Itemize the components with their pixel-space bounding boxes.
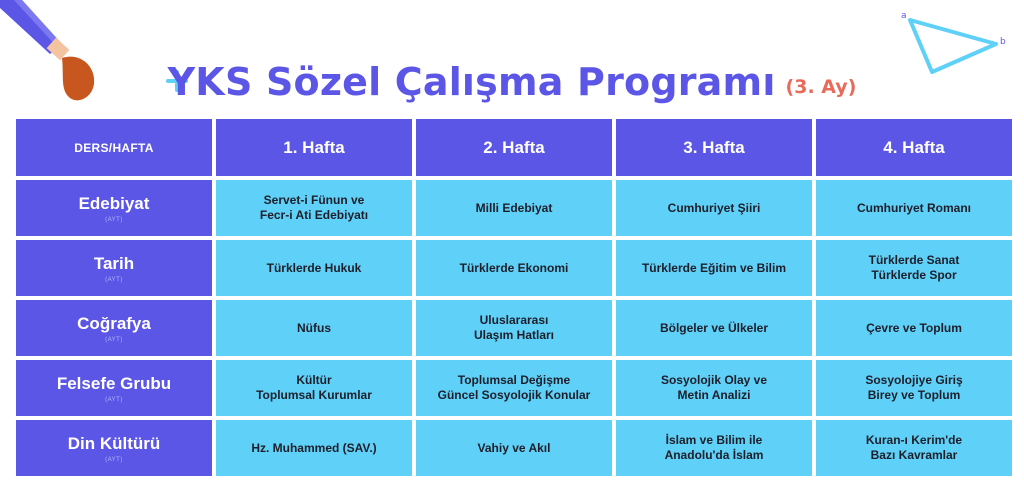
topic-text: Sosyolojik Olay ve bbox=[660, 373, 768, 387]
topic-text: Uluslararası bbox=[479, 313, 549, 327]
header-cell-week-1: 1. Hafta bbox=[216, 119, 412, 176]
topic-text: Milli Edebiyat bbox=[475, 200, 553, 215]
topic-text: Anadolu'da İslam bbox=[664, 448, 764, 462]
header-cell-week-2: 2. Hafta bbox=[416, 119, 612, 176]
topic-cell bbox=[816, 360, 1012, 416]
topic-text: Vahiy ve Akıl bbox=[477, 440, 551, 455]
subject-cell bbox=[16, 240, 212, 296]
page-title: YKS Sözel Çalışma Programı bbox=[167, 60, 776, 104]
topic-text: Servet-i Fünun ve bbox=[263, 193, 365, 207]
topic-text: Güncel Sosyolojik Konular bbox=[437, 388, 591, 402]
subject-name: Tarih bbox=[93, 253, 135, 273]
topic-text: Metin Analizi bbox=[677, 388, 751, 402]
subject-name: Din Kültürü bbox=[67, 433, 161, 453]
topic-cell bbox=[816, 180, 1012, 236]
topic-cell bbox=[616, 420, 812, 476]
topic-text: Çevre ve Toplum bbox=[866, 320, 962, 335]
topic-text: Ulaşım Hatları bbox=[473, 328, 555, 342]
topic-cell bbox=[816, 240, 1012, 296]
topic-text: Toplumsal Değişme bbox=[457, 373, 571, 387]
subject-cell bbox=[16, 300, 212, 356]
subject-cell bbox=[16, 420, 212, 476]
topic-cell bbox=[616, 180, 812, 236]
triangle-label-b: b bbox=[1000, 37, 1006, 47]
subject-tag: (AYT) bbox=[105, 456, 123, 463]
subject-tag: (AYT) bbox=[105, 216, 123, 223]
topic-text: Kuran-ı Kerim'de bbox=[865, 433, 963, 447]
topic-cell bbox=[816, 420, 1012, 476]
topic-cell bbox=[416, 300, 612, 356]
header-cell-week-4: 4. Hafta bbox=[816, 119, 1012, 176]
topic-cell bbox=[216, 420, 412, 476]
topic-text: Türklerde Eğitim ve Bilim bbox=[641, 260, 787, 275]
topic-text: Bölgeler ve Ülkeler bbox=[659, 320, 769, 335]
topic-cell bbox=[416, 240, 612, 296]
topic-text: Cumhuriyet Romanı bbox=[856, 200, 971, 215]
schedule-table bbox=[16, 119, 1012, 476]
subject-name: Coğrafya bbox=[77, 313, 151, 333]
topic-text: Bazı Kavramlar bbox=[870, 448, 958, 462]
subject-cell bbox=[16, 360, 212, 416]
topic-cell bbox=[416, 420, 612, 476]
subject-tag: (AYT) bbox=[105, 396, 123, 403]
header-cell-subject: DERS/HAFTA bbox=[16, 119, 212, 176]
topic-cell bbox=[816, 300, 1012, 356]
topic-text: Toplumsal Kurumlar bbox=[256, 388, 372, 402]
topic-cell bbox=[216, 360, 412, 416]
topic-cell bbox=[616, 300, 812, 356]
topic-text: Türklerde Spor bbox=[871, 268, 957, 282]
topic-text: Birey ve Toplum bbox=[867, 388, 961, 402]
title-row bbox=[0, 24, 1024, 104]
subject-tag: (AYT) bbox=[105, 336, 123, 343]
topic-text: Hz. Muhammed (SAV.) bbox=[251, 440, 377, 455]
subject-cell bbox=[16, 180, 212, 236]
topic-cell bbox=[216, 240, 412, 296]
topic-cell bbox=[416, 360, 612, 416]
header-cell-week-3: 3. Hafta bbox=[616, 119, 812, 176]
topic-text: Sosyolojiye Giriş bbox=[865, 373, 963, 387]
triangle-label-a: a bbox=[901, 11, 907, 21]
page-subtitle: (3. Ay) bbox=[785, 76, 857, 98]
topic-text: Nüfus bbox=[297, 320, 331, 335]
topic-cell bbox=[616, 240, 812, 296]
subject-name: Edebiyat bbox=[78, 193, 150, 213]
topic-text: Türklerde Hukuk bbox=[266, 260, 362, 275]
subject-tag: (AYT) bbox=[105, 276, 123, 283]
topic-text: İslam ve Bilim ile bbox=[665, 433, 763, 447]
subject-name: Felsefe Grubu bbox=[56, 373, 172, 393]
topic-text: Kültür bbox=[296, 373, 332, 387]
topic-text: Türklerde Ekonomi bbox=[459, 260, 569, 275]
topic-cell bbox=[616, 360, 812, 416]
topic-cell bbox=[416, 180, 612, 236]
topic-text: Türklerde Sanat bbox=[868, 253, 960, 267]
topic-cell bbox=[216, 180, 412, 236]
topic-cell bbox=[216, 300, 412, 356]
topic-text: Fecr-i Ati Edebiyatı bbox=[259, 208, 369, 222]
topic-text: Cumhuriyet Şiiri bbox=[667, 200, 761, 215]
